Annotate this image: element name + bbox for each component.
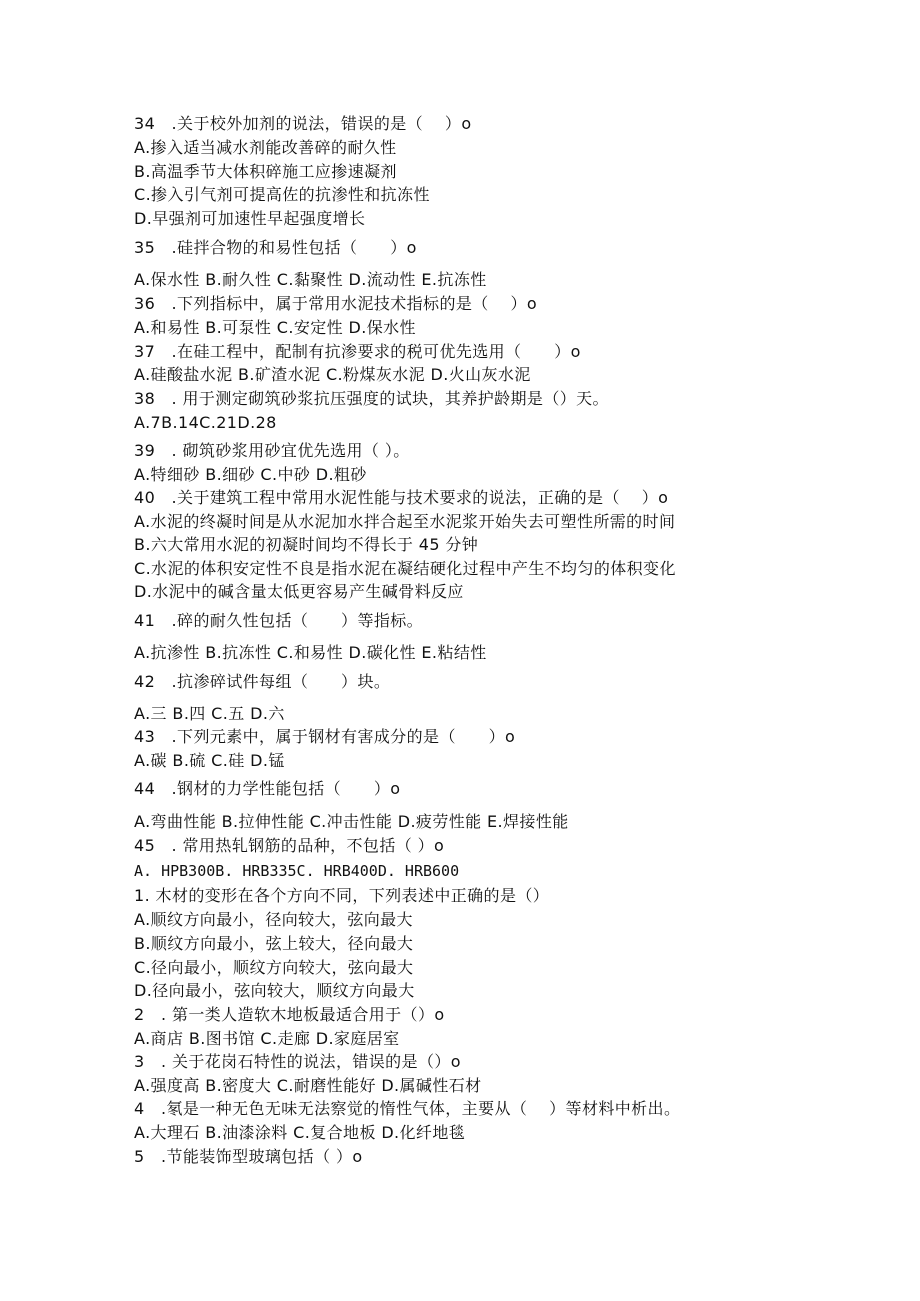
option-34-c: C.掺入引气剂可提高佐的抗渗性和抗冻性 <box>134 185 430 204</box>
question-43: 43 .下列元素中，属于钢材有害成分的是（ ）o <box>134 727 516 746</box>
question-44: 44 .钢材的力学性能包括（ ）o <box>134 779 401 798</box>
option-34-b: B.高温季节大体积碎施工应掺速凝剂 <box>134 162 397 181</box>
options-3: A.强度高 B.密度大 C.耐磨性能好 D.属碱性石材 <box>134 1076 482 1095</box>
options-38: A.7B.14C.21D.28 <box>134 413 277 432</box>
question-45: 45 . 常用热轧钢筋的品种，不包括（ ）o <box>134 836 445 855</box>
question-42: 42 .抗渗碎试件每组（ ）块。 <box>134 672 391 691</box>
options-43: A.碳 B.硫 C.硅 D.锰 <box>134 751 285 770</box>
question-36: 36 .下列指标中，属于常用水泥技术指标的是（ ）o <box>134 294 538 313</box>
question-41: 41 .碎的耐久性包括（ ）等指标。 <box>134 611 424 630</box>
question-35: 35 .硅拌合物的和易性包括（ ）o <box>134 238 417 257</box>
option-40-c: C.水泥的体积安定性不良是指水泥在凝结硬化过程中产生不均匀的体积变化 <box>134 559 676 578</box>
question-40: 40 .关于建筑工程中常用水泥性能与技术要求的说法，正确的是（ ）o <box>134 488 669 507</box>
option-40-d: D.水泥中的碱含量太低更容易产生碱骨料反应 <box>134 582 464 601</box>
question-4: 4 .氡是一种无色无味无法察觉的惰性气体，主要从（ ）等材料中析出。 <box>134 1099 681 1118</box>
question-1: 1. 木材的变形在各个方向不同，下列表述中正确的是（） <box>134 886 550 905</box>
option-1-b: B.顺纹方向最小，弦上较大，径向最大 <box>134 934 414 953</box>
question-38: 38 . 用于测定砌筑砂浆抗压强度的试块，其养护龄期是（）天。 <box>134 389 609 408</box>
options-44: A.弯曲性能 B.拉伸性能 C.冲击性能 D.疲劳性能 E.焊接性能 <box>134 812 569 831</box>
options-4: A.大理石 B.油漆涂料 C.复合地板 D.化纤地毯 <box>134 1123 466 1142</box>
question-39: 39 . 砌筑砂浆用砂宜优先选用（ ）。 <box>134 441 410 460</box>
option-34-d: D.早强剂可加速性早起强度增长 <box>134 209 366 228</box>
options-36: A.和易性 B.可泵性 C.安定性 D.保水性 <box>134 318 416 337</box>
options-35: A.保水性 B.耐久性 C.黏聚性 D.流动性 E.抗冻性 <box>134 270 487 289</box>
option-1-c: C.径向最小，顺纹方向较大，弦向最大 <box>134 958 414 977</box>
options-41: A.抗渗性 B.抗冻性 C.和易性 D.碳化性 E.粘结性 <box>134 643 487 662</box>
options-2: A.商店 B.图书馆 C.走廊 D.家庭居室 <box>134 1029 400 1048</box>
option-40-a: A.水泥的终凝时间是从水泥加水拌合起至水泥浆开始失去可塑性所需的时间 <box>134 512 676 531</box>
options-42: A.三 B.四 C.五 D.六 <box>134 704 285 723</box>
question-34: 34 .关于校外加剂的说法，错误的是（ ）o <box>134 114 472 133</box>
question-37: 37 .在硅工程中，配制有抗渗要求的税可优先选用（ ）o <box>134 342 581 361</box>
option-1-d: D.径向最小，弦向较大，顺纹方向最大 <box>134 981 415 1000</box>
option-34-a: A.掺入适当减水剂能改善碎的耐久性 <box>134 138 397 157</box>
question-3: 3 . 关于花岗石特性的说法，错误的是（）o <box>134 1052 461 1071</box>
question-2: 2 . 第一类人造软木地板最适合用于（）o <box>134 1005 445 1024</box>
options-37: A.硅酸盐水泥 B.矿渣水泥 C.粉煤灰水泥 D.火山灰水泥 <box>134 365 531 384</box>
question-5: 5 .节能装饰型玻璃包括（ ）o <box>134 1147 363 1166</box>
option-1-a: A.顺纹方向最小，径向较大，弦向最大 <box>134 910 413 929</box>
option-40-b: B.六大常用水泥的初凝时间均不得长于 45 分钟 <box>134 535 479 554</box>
options-45: A. HPB300B. HRB335C. HRB400D. HRB600 <box>134 862 460 880</box>
options-39: A.特细砂 B.细砂 C.中砂 D.粗砂 <box>134 465 367 484</box>
